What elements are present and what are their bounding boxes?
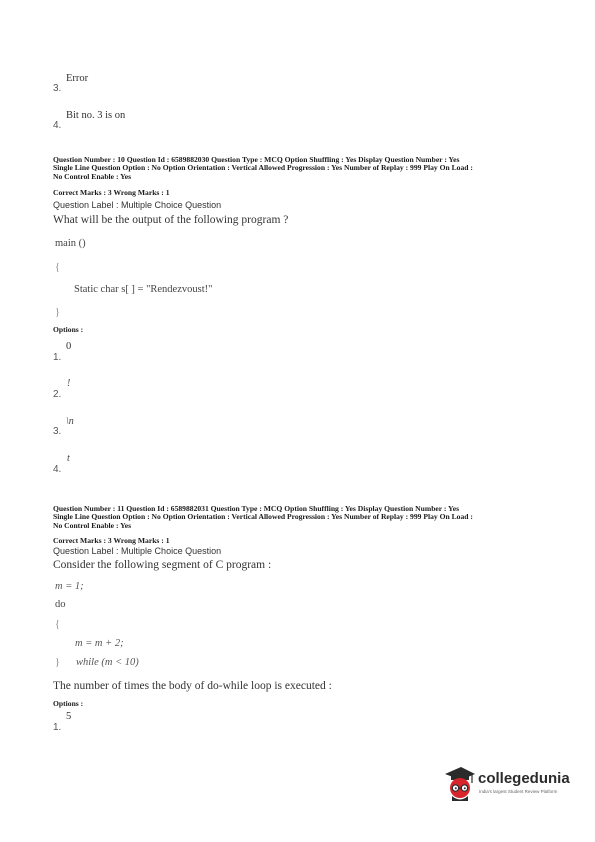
question-text: Consider the following segment of C program : [53,559,272,571]
code-line: Static char s[ ] = "Rendezvoust!" [74,284,213,295]
question-text: The number of times the body of do-while loop is executed : [53,680,332,692]
code-line: m = m + 2; [75,638,124,649]
meta-line: No Control Enable : Yes [53,171,132,181]
collegedunia-logo [441,765,581,805]
question-label: Question Label : Multiple Choice Question [53,546,222,556]
code-line: do [55,599,66,610]
option-number: 3. [53,426,62,437]
option-number: 1. [53,722,62,733]
question-marks: Correct Marks : 3 Wrong Marks : 1 [53,188,170,197]
code-brace-close: } [55,307,60,318]
meta-line: Question Number : 11 Question Id : 6589882031 Question Type : MCQ Option Shuffling : Yes Display Question Number : Yes [53,504,460,513]
question-meta [53,156,553,181]
question-label: Question Label : Multiple Choice Question [53,200,222,210]
option-text: Bit no. 3 is on [66,110,126,121]
question-text: What will be the output of the following program ? [53,214,289,226]
question-meta [53,505,553,530]
code-line: while (m < 10) [76,657,139,668]
question-marks: Correct Marks : 3 Wrong Marks : 1 [53,536,170,545]
option-text: 0 [66,341,72,352]
option-text: 5 [66,711,72,722]
meta-line: Single Line Question Option : No Option Orientation : Vertical Allowed Progression : Yes Number of Replay : 999 Play On Load : [53,163,473,173]
meta-line: No Control Enable : Yes [53,520,132,530]
option-text: t [67,453,70,464]
option-text: ! [67,378,71,389]
option-number: 4. [53,464,62,475]
option-number: 1. [53,352,62,363]
meta-line: Question Number : 10 Question Id : 6589882030 Question Type : MCQ Option Shuffling : Yes Display Question Number : Yes [53,155,460,164]
meta-line: Single Line Question Option : No Option Orientation : Vertical Allowed Progression : Yes Number of Replay : 999 Play On Load : [53,512,473,522]
mascot-icon [441,765,477,803]
option-number: 4. [53,120,62,131]
logo-tagline: India's largest Student Review Platform [479,789,558,794]
options-header: Options : [53,699,84,708]
options-header: Options : [53,325,84,334]
logo-name: collegedunia [478,770,570,787]
code-brace-close: } [55,657,60,668]
option-text: Error [66,73,89,84]
code-line: main () [55,238,86,249]
code-brace-open: { [55,262,60,273]
option-number: 2. [53,389,62,400]
option-text: \n [66,416,74,427]
code-line: m = 1; [55,581,84,592]
code-brace-open: { [55,619,60,630]
option-number: 3. [53,83,62,94]
